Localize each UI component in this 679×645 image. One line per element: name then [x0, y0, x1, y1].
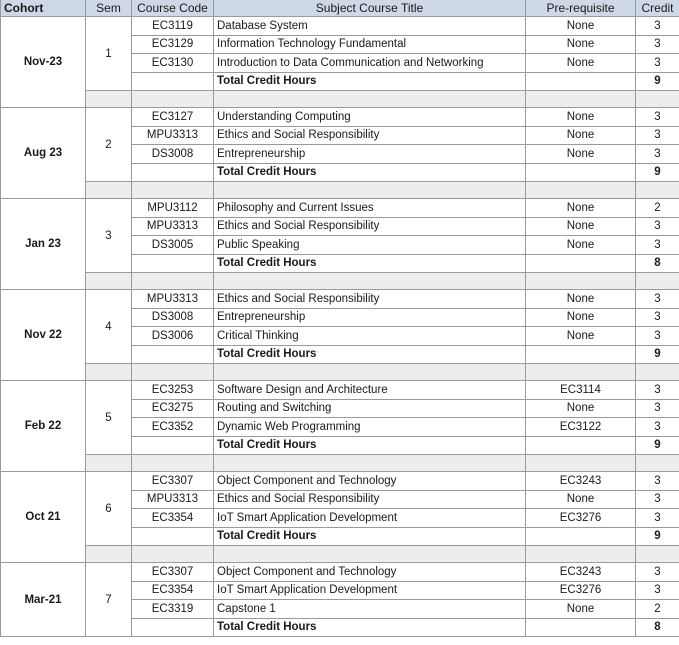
prerequisite-cell: None [526, 17, 636, 36]
total-credit-value: 9 [636, 72, 679, 91]
course-title-cell: Capstone 1 [214, 600, 526, 619]
course-title-cell: Philosophy and Current Issues [214, 199, 526, 218]
spacer-cell [214, 182, 526, 199]
spacer-cell [132, 455, 214, 472]
course-code-cell: EC3119 [132, 17, 214, 36]
prerequisite-cell: None [526, 290, 636, 309]
credit-cell: 3 [636, 35, 679, 54]
spacer-cell [526, 91, 636, 108]
course-title-cell: Routing and Switching [214, 399, 526, 418]
course-code-cell: MPU3112 [132, 199, 214, 218]
credit-cell: 3 [636, 126, 679, 145]
credit-cell: 3 [636, 563, 679, 582]
credit-cell: 2 [636, 600, 679, 619]
credit-cell: 3 [636, 509, 679, 528]
spacer-row [1, 455, 679, 472]
table-row [1, 108, 679, 127]
course-title-cell: IoT Smart Application Development [214, 509, 526, 528]
table-row [1, 563, 679, 582]
spacer-cell [132, 91, 214, 108]
spacer-row [1, 91, 679, 108]
course-code-cell: EC3275 [132, 399, 214, 418]
spacer-cell [526, 182, 636, 199]
header-prerequisite: Pre-requisite [526, 0, 636, 17]
prerequisite-cell: None [526, 308, 636, 327]
header-course-code: Course Code [132, 0, 214, 17]
total-prereq-cell [526, 618, 636, 637]
header-credit: Credit [636, 0, 679, 17]
spacer-cell [636, 91, 679, 108]
cohort-cell: Oct 21 [1, 472, 86, 563]
total-label: Total Credit Hours [214, 618, 526, 637]
prerequisite-cell: EC3276 [526, 509, 636, 528]
course-code-cell: DS3005 [132, 236, 214, 255]
course-title-cell: Ethics and Social Responsibility [214, 217, 526, 236]
prerequisite-cell: None [526, 108, 636, 127]
prerequisite-cell: None [526, 217, 636, 236]
course-code-cell: MPU3313 [132, 290, 214, 309]
sem-cell: 7 [86, 563, 132, 637]
header-row [1, 0, 679, 17]
credit-cell: 3 [636, 145, 679, 164]
total-prereq-cell [526, 345, 636, 364]
credit-cell: 3 [636, 327, 679, 346]
sem-cell: 3 [86, 199, 132, 273]
table-row [1, 290, 679, 309]
spacer-cell [86, 273, 132, 290]
total-credit-value: 9 [636, 163, 679, 182]
sem-cell: 2 [86, 108, 132, 182]
spacer-cell [526, 364, 636, 381]
header-cohort: Cohort [1, 0, 86, 17]
spacer-cell [636, 273, 679, 290]
course-code-cell: EC3130 [132, 54, 214, 73]
course-title-cell: Ethics and Social Responsibility [214, 490, 526, 509]
cohort-cell: Jan 23 [1, 199, 86, 290]
course-code-cell: EC3307 [132, 563, 214, 582]
spacer-cell [86, 364, 132, 381]
prerequisite-cell: None [526, 35, 636, 54]
cohort-cell: Nov 22 [1, 290, 86, 381]
course-title-cell: Understanding Computing [214, 108, 526, 127]
course-title-cell: Ethics and Social Responsibility [214, 126, 526, 145]
spacer-cell [214, 364, 526, 381]
course-title-cell: Database System [214, 17, 526, 36]
sem-cell: 6 [86, 472, 132, 546]
sem-cell: 4 [86, 290, 132, 364]
spacer-cell [636, 364, 679, 381]
course-title-cell: Dynamic Web Programming [214, 418, 526, 437]
spacer-cell [214, 546, 526, 563]
table-row [1, 17, 679, 36]
total-code-cell [132, 527, 214, 546]
credit-cell: 3 [636, 108, 679, 127]
credit-cell: 3 [636, 399, 679, 418]
prerequisite-cell: EC3114 [526, 381, 636, 400]
spacer-cell [636, 182, 679, 199]
course-title-cell: Critical Thinking [214, 327, 526, 346]
prerequisite-cell: None [526, 399, 636, 418]
prerequisite-cell: EC3243 [526, 472, 636, 491]
credit-cell: 3 [636, 490, 679, 509]
spacer-cell [86, 182, 132, 199]
course-code-cell: EC3127 [132, 108, 214, 127]
course-title-cell: Object Component and Technology [214, 472, 526, 491]
total-label: Total Credit Hours [214, 72, 526, 91]
prerequisite-cell: None [526, 54, 636, 73]
total-label: Total Credit Hours [214, 345, 526, 364]
total-code-cell [132, 436, 214, 455]
header-subject-title: Subject Course Title [214, 0, 526, 17]
total-credit-value: 8 [636, 618, 679, 637]
total-prereq-cell [526, 436, 636, 455]
prerequisite-cell: EC3122 [526, 418, 636, 437]
spacer-cell [86, 91, 132, 108]
spacer-cell [526, 546, 636, 563]
total-prereq-cell [526, 163, 636, 182]
credit-cell: 3 [636, 381, 679, 400]
prerequisite-cell: None [526, 236, 636, 255]
course-title-cell: IoT Smart Application Development [214, 581, 526, 600]
prerequisite-cell: None [526, 199, 636, 218]
spacer-cell [526, 455, 636, 472]
header-sem: Sem [86, 0, 132, 17]
total-code-cell [132, 72, 214, 91]
credit-cell: 3 [636, 581, 679, 600]
course-title-cell: Introduction to Data Communication and Networking [214, 54, 526, 73]
spacer-cell [132, 364, 214, 381]
course-title-cell: Software Design and Architecture [214, 381, 526, 400]
spacer-cell [526, 273, 636, 290]
course-code-cell: EC3319 [132, 600, 214, 619]
total-label: Total Credit Hours [214, 436, 526, 455]
total-code-cell [132, 254, 214, 273]
sem-cell: 1 [86, 17, 132, 91]
credit-cell: 3 [636, 418, 679, 437]
prerequisite-cell: EC3276 [526, 581, 636, 600]
total-credit-value: 9 [636, 436, 679, 455]
table-row [1, 199, 679, 218]
spacer-cell [86, 455, 132, 472]
spacer-row [1, 182, 679, 199]
total-label: Total Credit Hours [214, 163, 526, 182]
spacer-cell [214, 91, 526, 108]
cohort-cell: Aug 23 [1, 108, 86, 199]
credit-cell: 3 [636, 217, 679, 236]
prerequisite-cell: EC3243 [526, 563, 636, 582]
total-prereq-cell [526, 254, 636, 273]
spacer-cell [636, 455, 679, 472]
prerequisite-cell: None [526, 145, 636, 164]
course-code-cell: EC3354 [132, 509, 214, 528]
course-code-cell: EC3352 [132, 418, 214, 437]
credit-cell: 3 [636, 472, 679, 491]
prerequisite-cell: None [526, 126, 636, 145]
total-credit-value: 8 [636, 254, 679, 273]
cohort-cell: Mar-21 [1, 563, 86, 637]
course-code-cell: DS3006 [132, 327, 214, 346]
course-code-cell: EC3307 [132, 472, 214, 491]
course-title-cell: Object Component and Technology [214, 563, 526, 582]
credit-cell: 3 [636, 308, 679, 327]
course-title-cell: Ethics and Social Responsibility [214, 290, 526, 309]
total-label: Total Credit Hours [214, 254, 526, 273]
total-code-cell [132, 345, 214, 364]
spacer-cell [214, 455, 526, 472]
spacer-cell [636, 546, 679, 563]
course-title-cell: Public Speaking [214, 236, 526, 255]
table-body [1, 17, 679, 637]
spacer-cell [132, 273, 214, 290]
total-prereq-cell [526, 72, 636, 91]
spacer-row [1, 273, 679, 290]
prerequisite-cell: None [526, 327, 636, 346]
total-credit-value: 9 [636, 345, 679, 364]
credit-cell: 3 [636, 17, 679, 36]
course-code-cell: MPU3313 [132, 126, 214, 145]
table-row [1, 381, 679, 400]
total-label: Total Credit Hours [214, 527, 526, 546]
credit-cell: 3 [636, 290, 679, 309]
prerequisite-cell: None [526, 600, 636, 619]
course-code-cell: EC3354 [132, 581, 214, 600]
course-title-cell: Entrepreneurship [214, 145, 526, 164]
credit-cell: 3 [636, 54, 679, 73]
total-credit-value: 9 [636, 527, 679, 546]
spacer-cell [132, 182, 214, 199]
credit-cell: 3 [636, 236, 679, 255]
spacer-cell [86, 546, 132, 563]
course-code-cell: DS3008 [132, 145, 214, 164]
cohort-cell: Nov-23 [1, 17, 86, 108]
course-code-cell: DS3008 [132, 308, 214, 327]
total-prereq-cell [526, 527, 636, 546]
cohort-cell: Feb 22 [1, 381, 86, 472]
spacer-cell [132, 546, 214, 563]
course-code-cell: MPU3313 [132, 217, 214, 236]
total-code-cell [132, 163, 214, 182]
spacer-row [1, 364, 679, 381]
credit-cell: 2 [636, 199, 679, 218]
course-title-cell: Information Technology Fundamental [214, 35, 526, 54]
course-title-cell: Entrepreneurship [214, 308, 526, 327]
sem-cell: 5 [86, 381, 132, 455]
spacer-cell [214, 273, 526, 290]
course-code-cell: MPU3313 [132, 490, 214, 509]
course-code-cell: EC3129 [132, 35, 214, 54]
table-row [1, 472, 679, 491]
prerequisite-cell: None [526, 490, 636, 509]
spacer-row [1, 546, 679, 563]
course-code-cell: EC3253 [132, 381, 214, 400]
total-code-cell [132, 618, 214, 637]
